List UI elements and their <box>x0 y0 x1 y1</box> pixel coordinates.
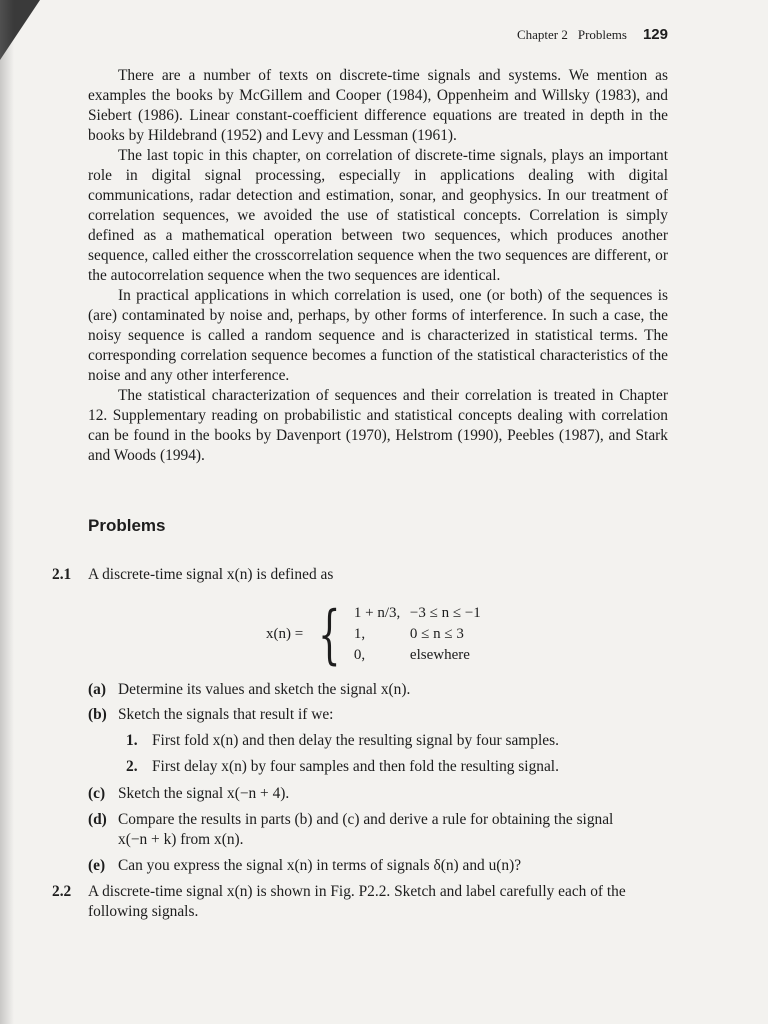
part-text: Sketch the signals that result if we: <box>118 706 334 723</box>
equation-lhs: x(n) = <box>266 626 304 642</box>
equation-row <box>354 603 481 624</box>
problem-number: 2.2 <box>52 883 72 900</box>
part-text: Can you express the signal x(n) in terms of signals δ(n) and u(n)? <box>118 857 522 874</box>
part-label: (b) <box>88 706 107 723</box>
problem-text: A discrete-time signal x(n) is shown in Fig. P2.2. Sketch and label carefully each of the following signals. <box>88 883 626 920</box>
page-number: 129 <box>642 26 668 43</box>
part-label: (a) <box>88 681 106 698</box>
header-section: Problems <box>577 27 627 42</box>
case-condition: 0 ≤ n ≤ 3 <box>409 626 464 642</box>
paragraph: There are a number of texts on discrete-time signals and systems. We mention as examples the books by McGillem and Cooper (1984), Oppenheim and Willsky (1983), and Siebert (1986). Linear constant-coefficient difference equations are treated in depth in the books by Hildebrand (1952) and Levy and Lessman (1961). <box>88 67 668 144</box>
body-text <box>88 66 668 466</box>
subpart-text: First delay x(n) by four samples and then fold the resulting signal. <box>152 758 559 775</box>
subpart-2 <box>126 757 559 777</box>
left-brace: { <box>318 597 341 672</box>
part-text: x(−n + k) from x(n). <box>118 831 244 848</box>
piecewise-equation <box>266 597 481 672</box>
subpart-label: 1. <box>126 732 138 749</box>
paragraph: In practical applications in which correlation is used, one (or both) of the sequences is (are) contaminated by noise and, perhaps, by other forms of interference. In such a case, the noisy sequence is called a random sequence and is characterized in statistical terms. The corresponding correlation sequence becomes a function of the statistical characteristics of the noise and any other interference. <box>88 287 668 384</box>
equation-row <box>354 624 481 645</box>
part-d <box>88 810 613 830</box>
running-header <box>517 26 668 43</box>
case-value: 1 + n/3, <box>353 605 401 621</box>
part-b <box>88 705 333 725</box>
subpart-label: 2. <box>126 758 138 775</box>
problem-text: A discrete-time signal x(n) is defined as <box>88 566 334 583</box>
equation-row <box>354 645 481 666</box>
equation-cases <box>354 603 481 666</box>
header-chapter: Chapter 2 <box>516 27 568 42</box>
part-text: Determine its values and sketch the signal x(n). <box>118 681 411 698</box>
case-value: 1, <box>353 626 366 642</box>
case-condition: −3 ≤ n ≤ −1 <box>409 605 481 621</box>
part-label: (c) <box>88 785 106 802</box>
part-label: (d) <box>88 811 107 828</box>
paragraph: The last topic in this chapter, on correlation of discrete-time signals, plays an important role in digital signal processing, especially in applications dealing with digital communications, radar detection and estimation, sonar, and geophysics. In our treatment of correlation sequences, we avoided the use of statistical concepts. Correlation is simply defined as a mathematical operation between two sequences, which produces another sequence, called either the crosscorrelation sequence when the two sequences are different, or the autocorrelation sequence when the two sequences are identical. <box>88 147 668 284</box>
paragraph: The statistical characterization of sequences and their correlation is treated in Chapter 12. Supplementary reading on probabilistic and statistical concepts dealing with correlation can be found in the books by Davenport (1970), Helstrom (1990), Peebles (1987), and Stark and Woods (1994). <box>88 387 668 464</box>
part-text: Sketch the signal x(−n + 4). <box>118 785 290 802</box>
part-c <box>88 784 289 804</box>
scan-edge-shade <box>0 0 14 1024</box>
case-value: 0, <box>353 647 366 663</box>
part-e <box>88 856 521 876</box>
part-text: Compare the results in parts (b) and (c) and derive a rule for obtaining the signal <box>118 811 614 828</box>
case-condition: elsewhere <box>409 647 470 663</box>
subpart-1 <box>126 731 559 751</box>
part-label: (e) <box>88 857 106 874</box>
problem-number: 2.1 <box>52 566 72 583</box>
subpart-text: First fold x(n) and then delay the resulting signal by four samples. <box>152 732 559 749</box>
section-title: Problems <box>88 516 166 535</box>
part-d-continuation <box>88 830 244 850</box>
part-a <box>88 680 410 700</box>
